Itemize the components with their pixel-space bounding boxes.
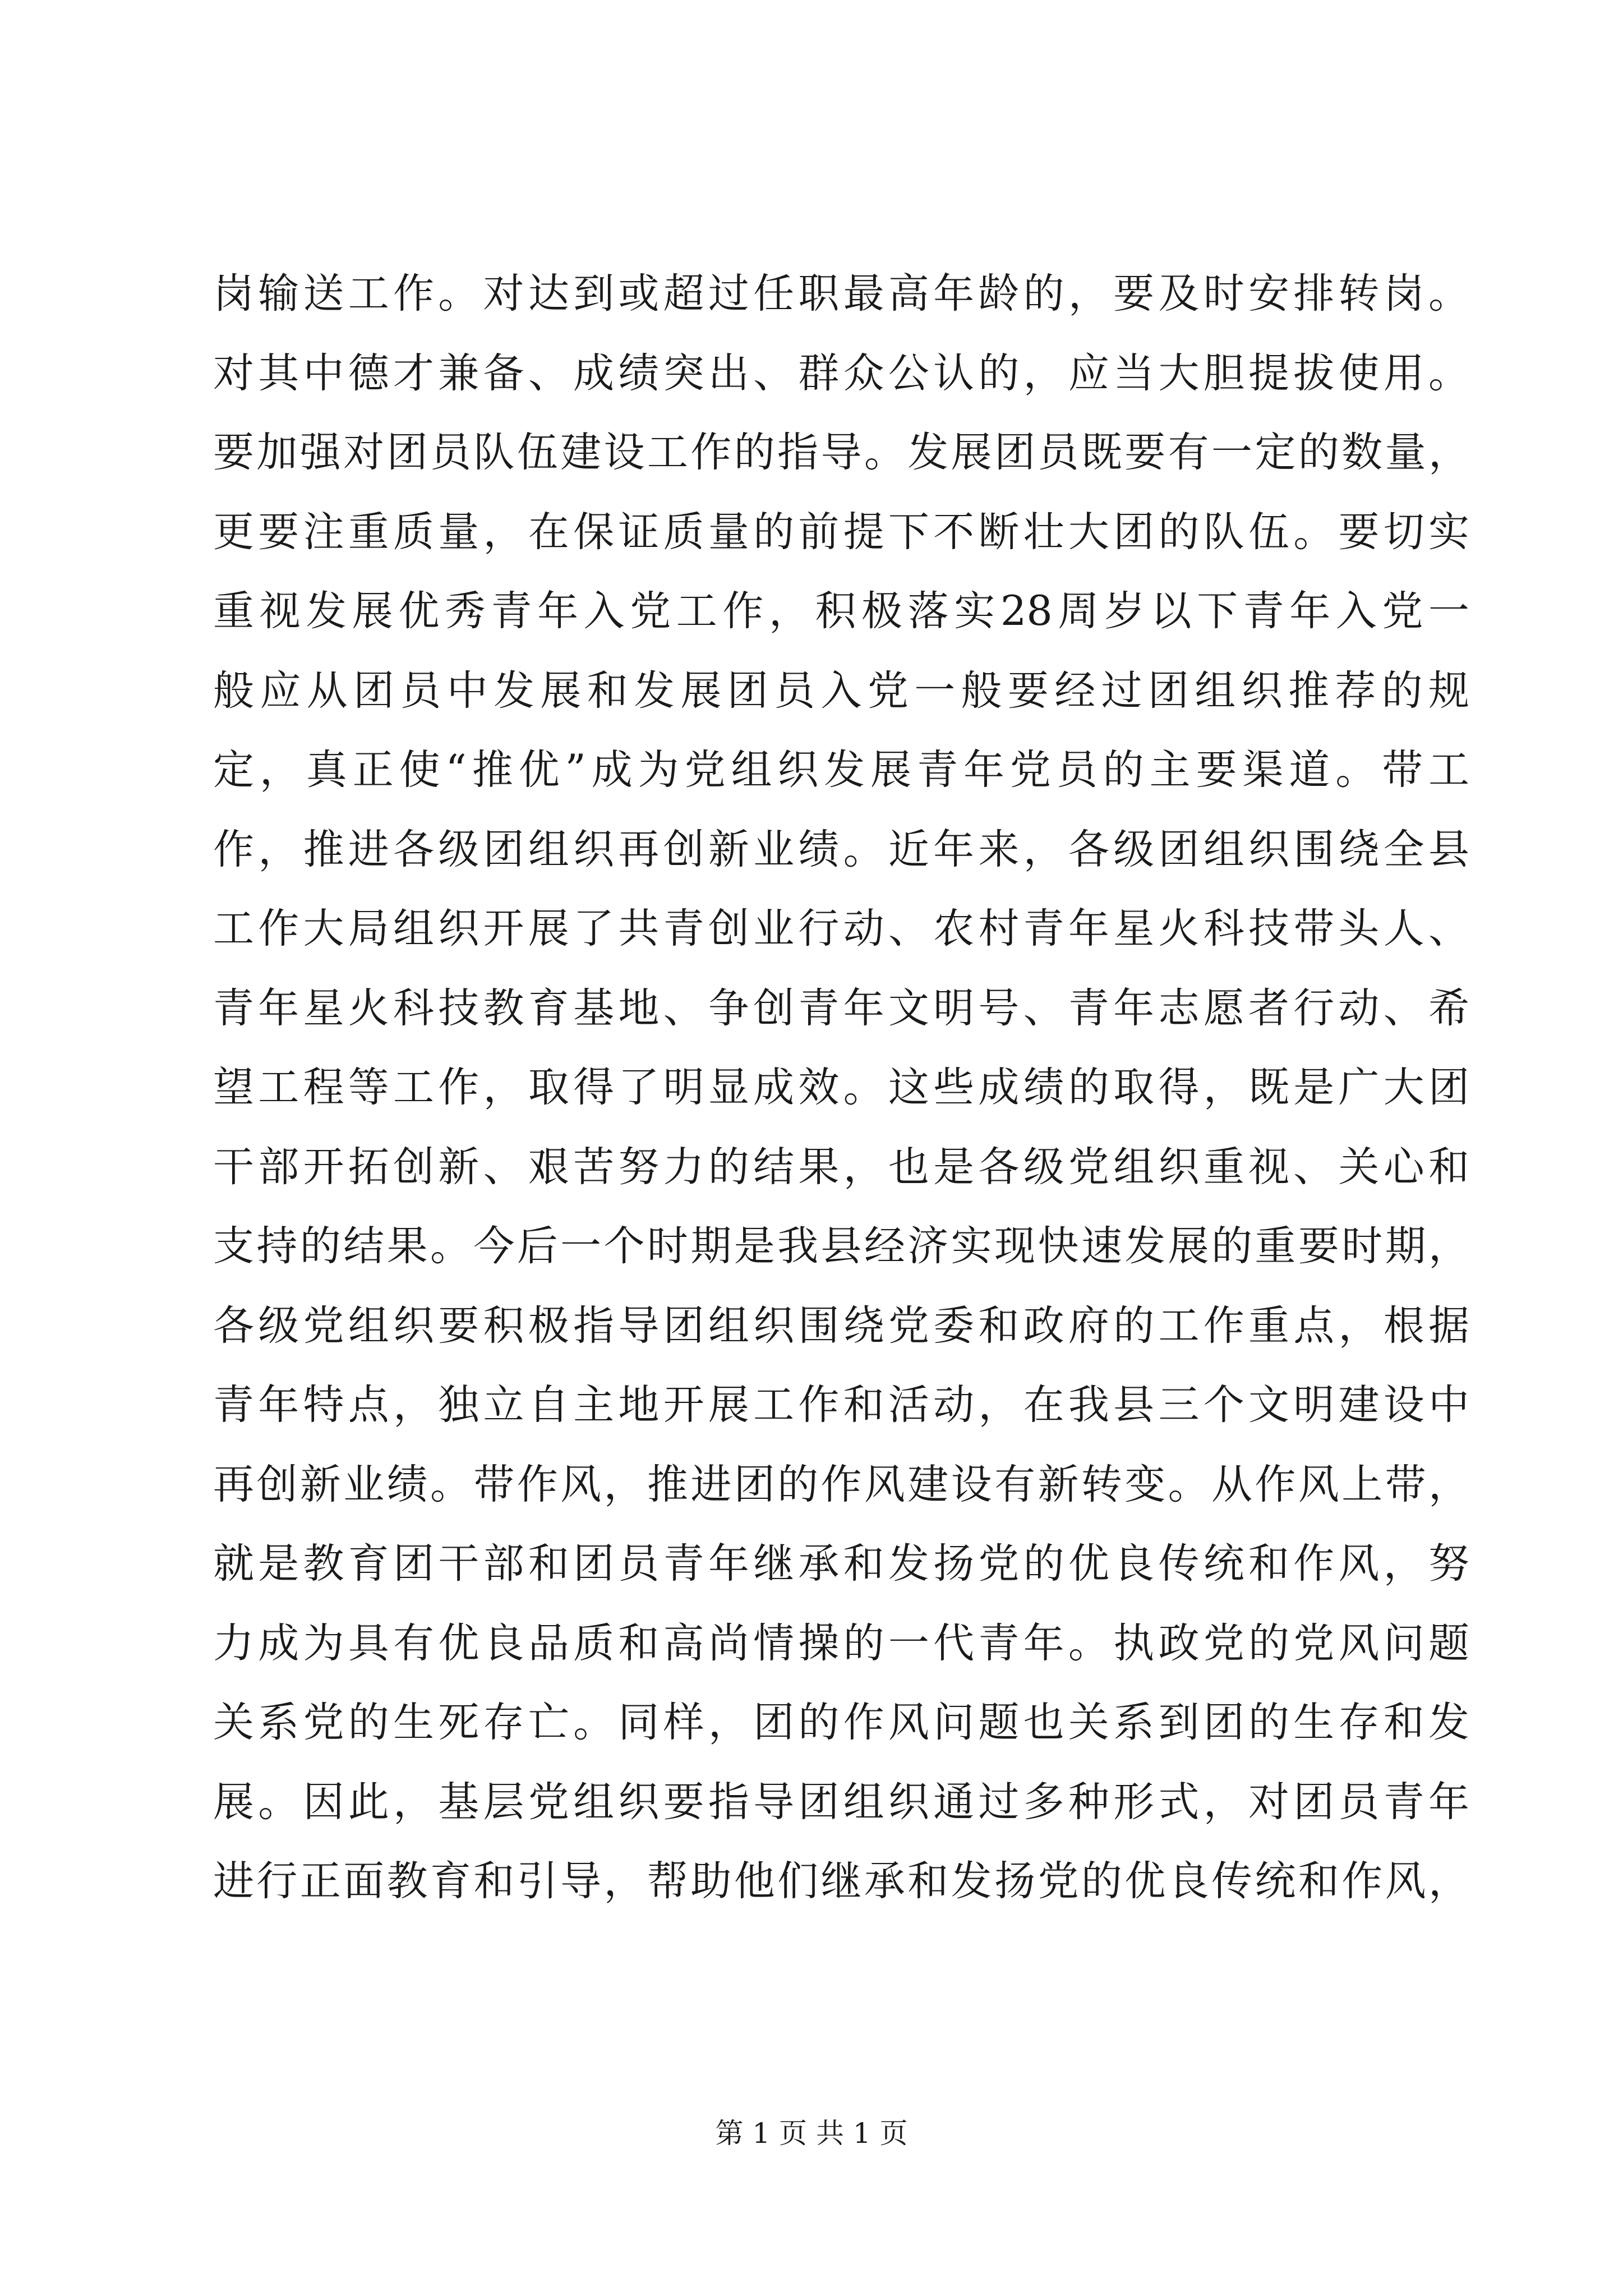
text-line: 望工程等工作，取得了明显成效。这些成绩的取得，既是广大团 — [213, 1064, 1469, 1111]
text-line: 要加强对团员队伍建设工作的指导。发展团员既要有一定的数量， — [213, 429, 1469, 476]
text-line: 青年特点，独立自主地开展工作和活动，在我县三个文明建设中 — [213, 1381, 1469, 1429]
text-line: 就是教育团干部和团员青年继承和发扬党的优良传统和作风，努 — [213, 1540, 1469, 1588]
text-line: 定，真正使“推优”成为党组织发展青年党员的主要渠道。带工 — [213, 746, 1469, 794]
body-text — [213, 254, 1469, 1921]
text-line: 工作大局组织开展了共青创业行动、农村青年星火科技带头人、 — [213, 905, 1469, 953]
text-line: 进行正面教育和引导，帮助他们继承和发扬党的优良传统和作风， — [213, 1857, 1469, 1905]
text-line: 般应从团员中发展和发展团员入党一般要经过团组织推荐的规 — [213, 666, 1469, 715]
text-line: 再创新业绩。带作风，推进团的作风建设有新转变。从作风上带， — [213, 1460, 1469, 1508]
text-line: 重视发展优秀青年入党工作，积极落实28周岁以下青年入党一 — [213, 587, 1469, 635]
text-line: 干部开拓创新、艰苦努力的结果，也是各级党组织重视、关心和 — [213, 1143, 1469, 1191]
text-line: 更要注重质量，在保证质量的前提下不断壮大团的队伍。要切实 — [213, 508, 1469, 556]
page-footer: 第 1 页 共 1 页 — [715, 2117, 908, 2150]
text-line: 青年星火科技教育基地、争创青年文明号、青年志愿者行动、希 — [213, 984, 1469, 1032]
text-line: 对其中德才兼备、成绩突出、群众公认的，应当大胆提拔使用。 — [213, 349, 1469, 397]
text-line: 作，推进各级团组织再创新业绩。近年来，各级团组织围绕全县 — [213, 825, 1469, 873]
text-line: 关系党的生死存亡。同样，团的作风问题也关系到团的生存和发 — [213, 1699, 1469, 1746]
text-line: 展。因此，基层党组织要指导团组织通过多种形式，对团员青年 — [213, 1778, 1469, 1826]
text-line: 力成为具有优良品质和高尚情操的一代青年。执政党的党风问题 — [213, 1619, 1469, 1667]
text-line: 各级党组织要积极指导团组织围绕党委和政府的工作重点，根据 — [213, 1301, 1469, 1350]
text-line: 支持的结果。今后一个时期是我县经济实现快速发展的重要时期， — [213, 1222, 1469, 1270]
text-line: 岗输送工作。对达到或超过任职最高年龄的，要及时安排转岗。 — [213, 270, 1469, 318]
